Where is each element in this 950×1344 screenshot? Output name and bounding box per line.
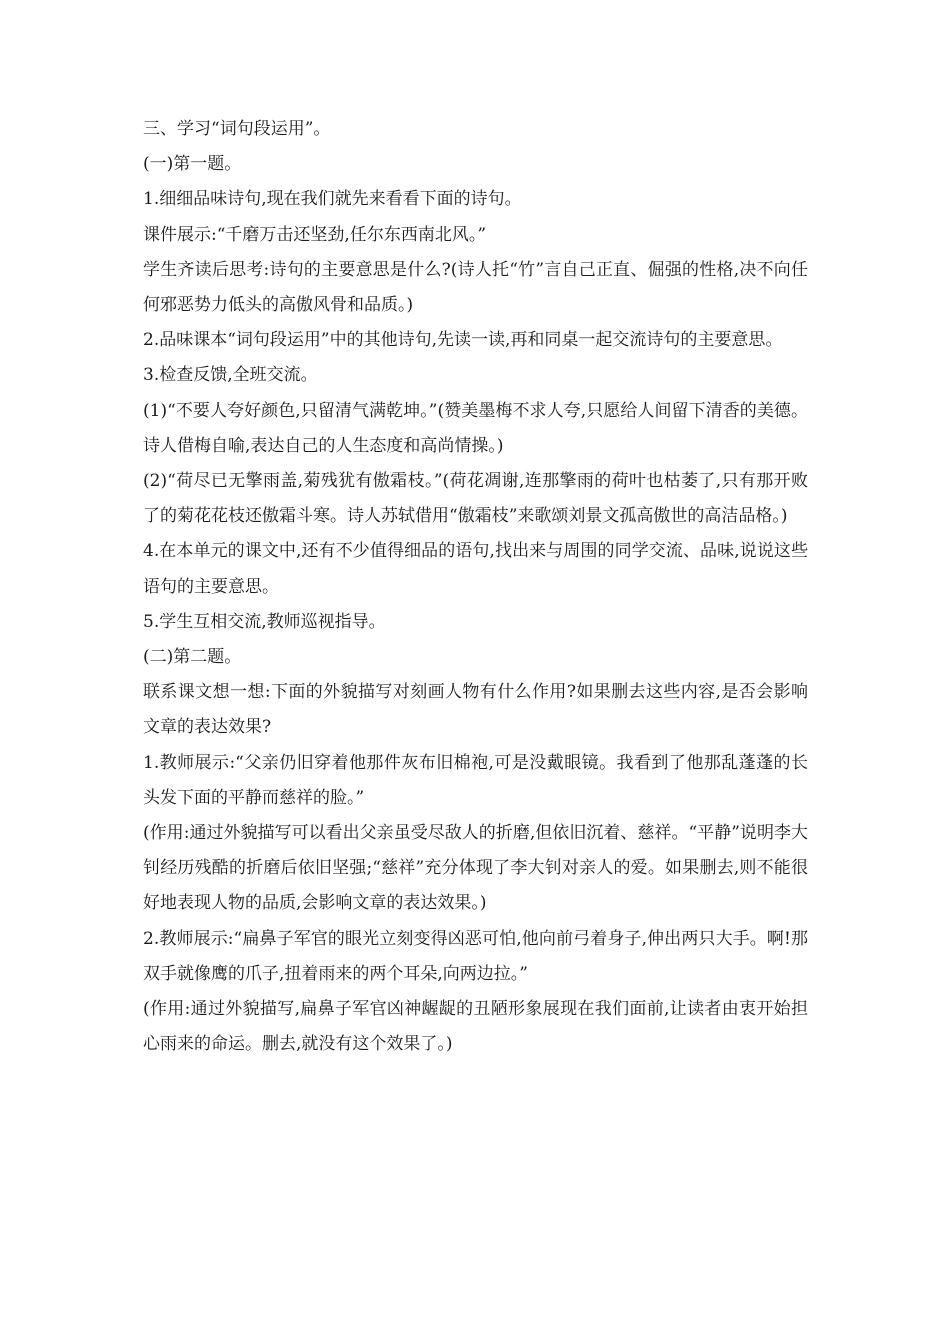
paragraph: 课件展示:“千磨万击还坚劲,任尔东西南北风。” xyxy=(143,224,487,245)
paragraph: (作用:通过外貌描写可以看出父亲虽受尽敌人的折磨,但依旧沉着、慈祥。“平静”说明李大钊经历残酷的折磨后依旧坚强;“慈祥”充分体现了李大钊对亲人的爱。如果删去,则不能很好地表现人物的品质,会影响文章的表达效果。) xyxy=(143,823,808,914)
paragraph: 2.品味课本“词句段运用”中的其他诗句,先读一读,再和同桌一起交流诗句的主要意思。 xyxy=(143,330,783,351)
subsection-heading: (一)第一题。 xyxy=(143,154,242,175)
subsection-heading: (二)第二题。 xyxy=(143,647,242,668)
paragraph: (1)“不要人夸好颜色,只留清气满乾坤。”(赞美墨梅不求人夸,只愿给人间留下清香的美德。诗人借梅自喻,表达自己的人生态度和高尚情操。) xyxy=(143,400,808,456)
paragraph: 3.检查反馈,全班交流。 xyxy=(143,365,318,386)
paragraph: 1.教师展示:“父亲仍旧穿着他那件灰布旧棉袍,可是没戴眼镜。我看到了他那乱蓬蓬的长头发下面的平静而慈祥的脸。” xyxy=(143,752,808,808)
paragraph: (2)“荷尽已无擎雨盖,菊残犹有傲霜枝。”(荷花凋谢,连那擎雨的荷叶也枯萎了,只有那开败了的菊花花枝还傲霜斗寒。诗人苏轼借用“傲霜枝”来歌颂刘景文孤高傲世的高洁品格。) xyxy=(143,471,808,527)
paragraph: 4.在本单元的课文中,还有不少值得细品的语句,找出来与周围的同学交流、品味,说说这些语句的主要意思。 xyxy=(143,541,808,597)
paragraph: (作用:通过外貌描写,扁鼻子军官凶神龌龊的丑陋形象展现在我们面前,让读者由衷开始担心雨来的命运。删去,就没有这个效果了。) xyxy=(143,999,808,1055)
paragraph: 1.细细品味诗句,现在我们就先来看看下面的诗句。 xyxy=(143,189,522,210)
paragraph: 学生齐读后思考:诗句的主要意思是什么?(诗人托“竹”言自己正直、倔强的性格,决不向任何邪恶势力低头的高傲风骨和品质。) xyxy=(143,259,808,316)
section-heading: 三、学习“词句段运用”。 xyxy=(143,119,331,139)
document-body xyxy=(143,112,808,1062)
paragraph: 联系课文想一想:下面的外貌描写对刻画人物有什么作用?如果删去这些内容,是否会影响文章的表达效果? xyxy=(143,682,808,738)
paragraph: 5.学生互相交流,教师巡视指导。 xyxy=(143,611,386,632)
paragraph: 2.教师展示:“扁鼻子军官的眼光立刻变得凶恶可怕,他向前弓着身子,伸出两只大手。啊!那双手就像鹰的爪子,扭着雨来的两个耳朵,向两边拉。” xyxy=(143,928,808,984)
